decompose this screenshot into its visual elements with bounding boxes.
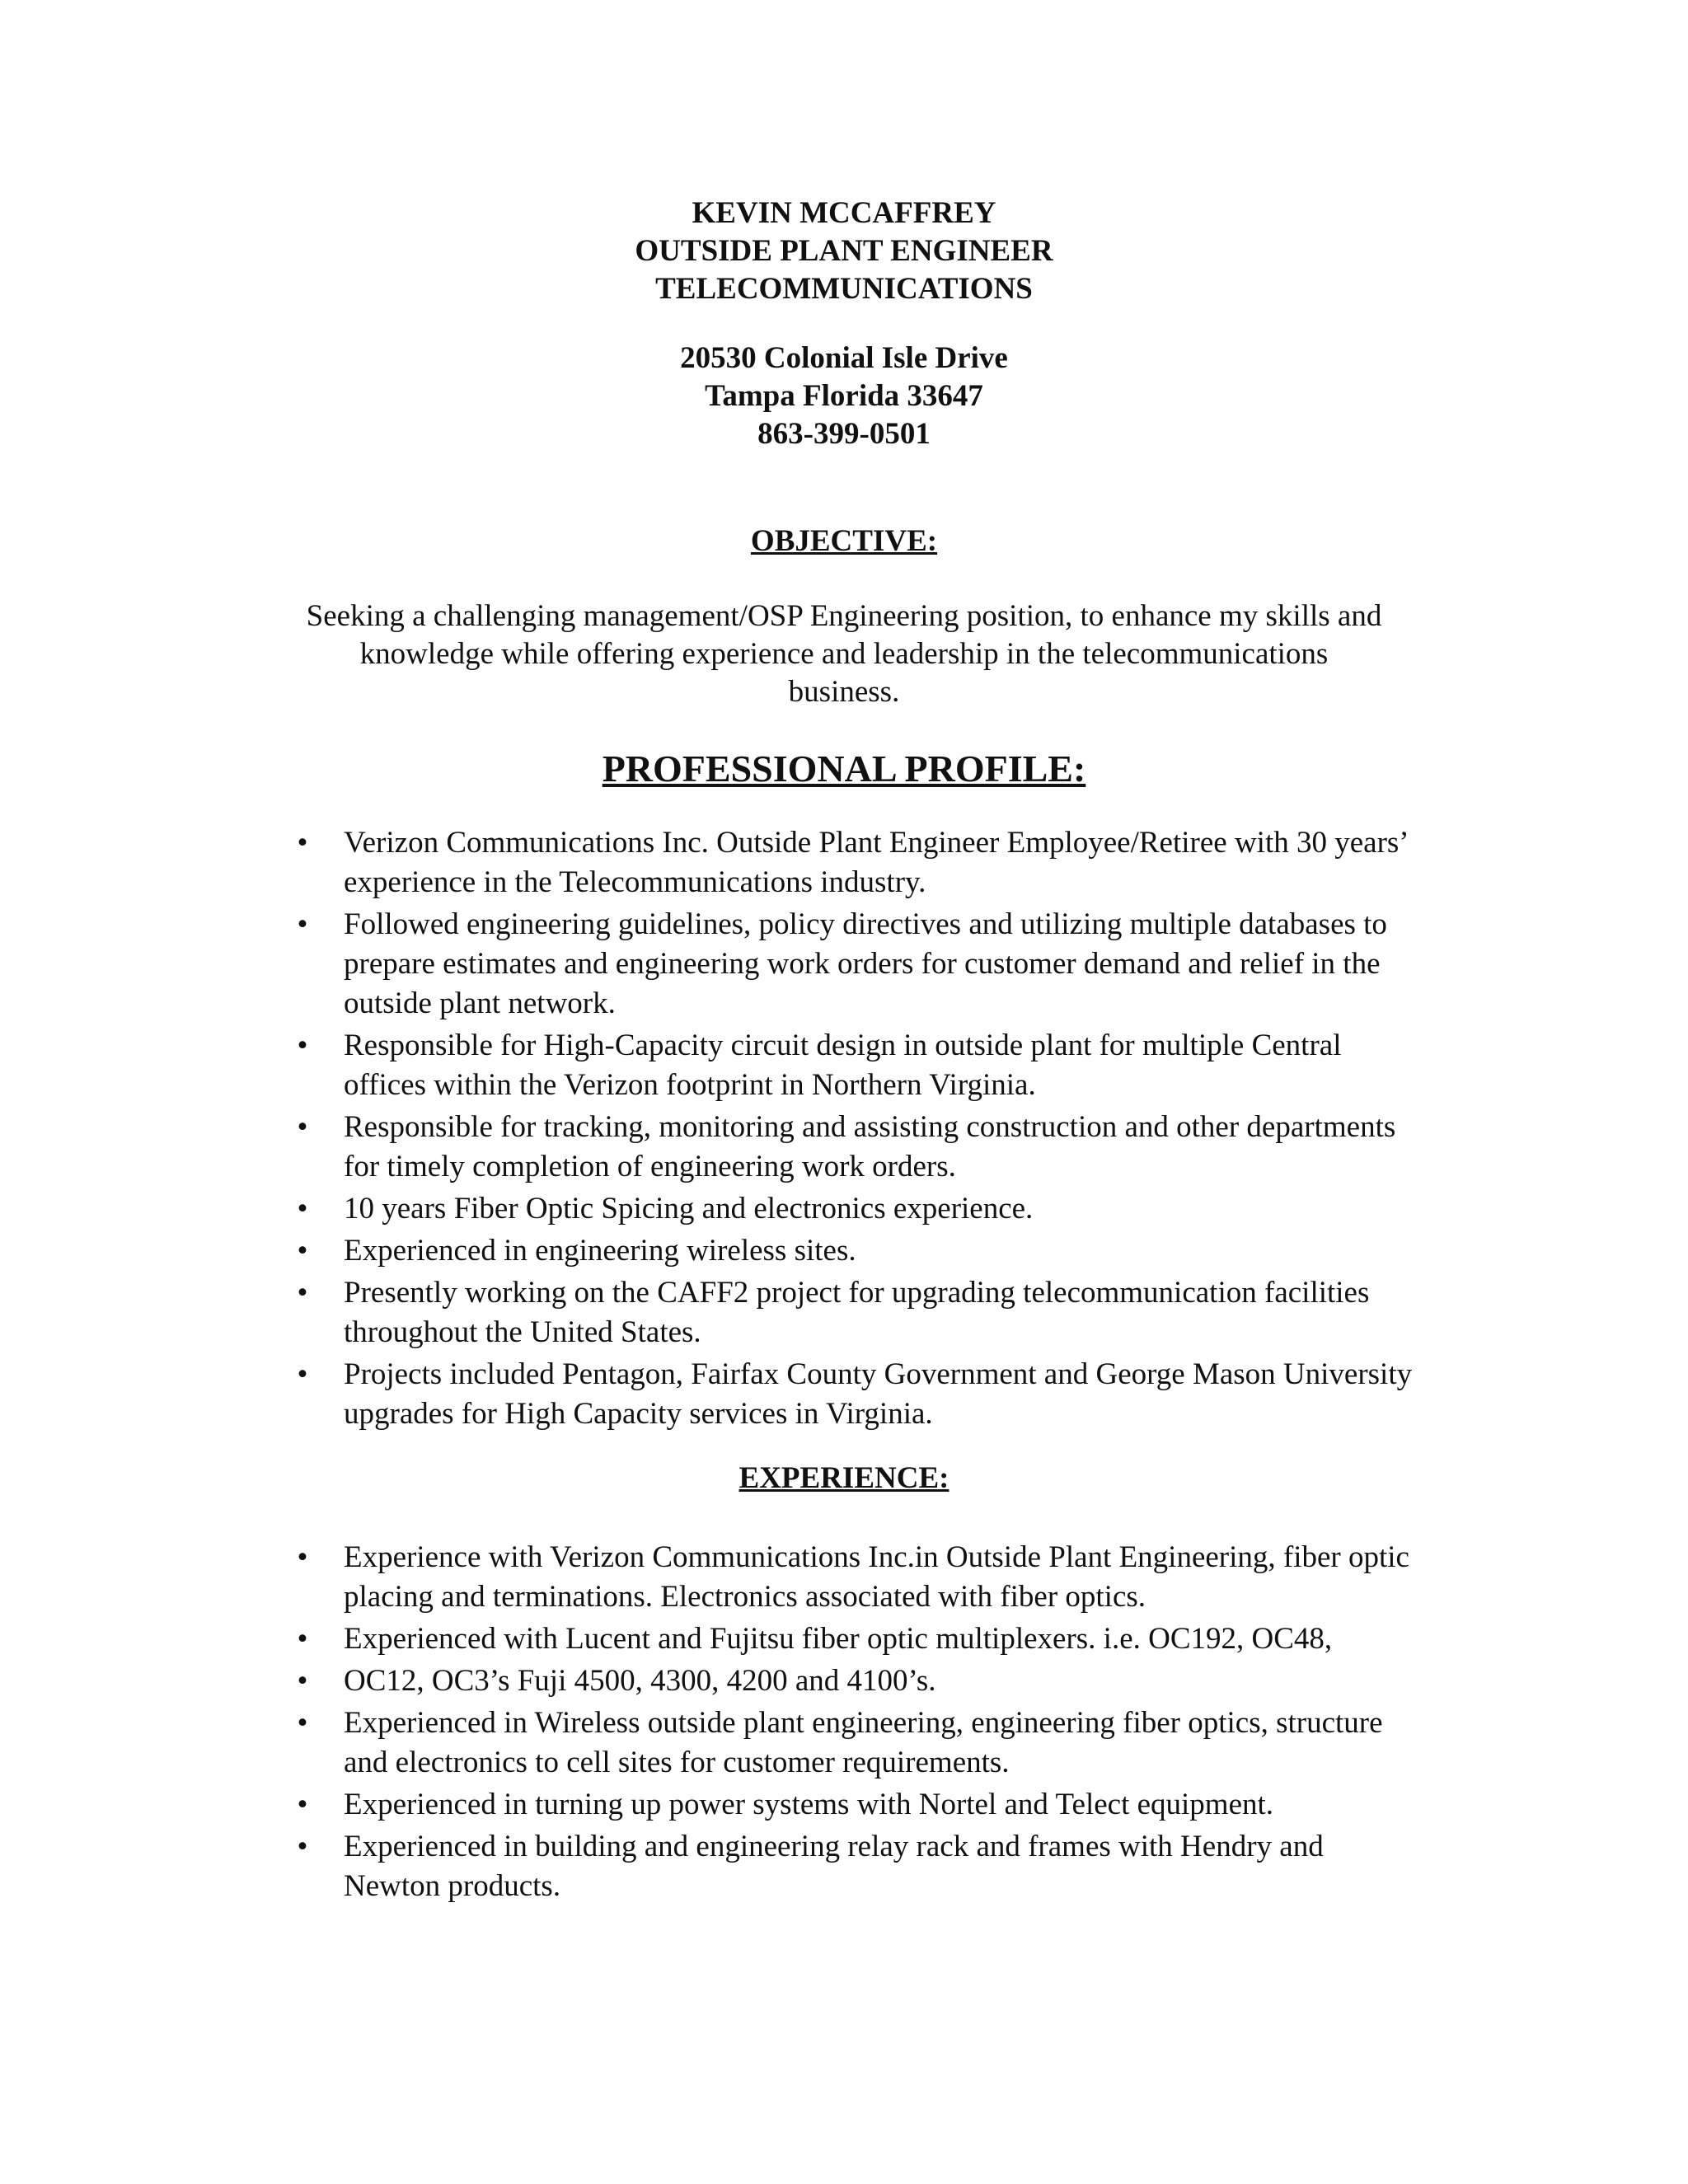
list-item-text: OC12, OC3’s Fuji 4500, 4300, 4200 and 4100’s. — [344, 1664, 936, 1698]
list-item-text: 10 years Fiber Optic Spicing and electronics experience. — [344, 1192, 1034, 1226]
objective-line: business. — [788, 675, 900, 709]
bullet-icon: • — [297, 1706, 308, 1740]
list-item — [290, 1619, 1428, 1659]
bullet-icon: • — [297, 1029, 308, 1062]
objective-line: Seeking a challenging management/OSP Engineering position, to enhance my skills and — [306, 599, 1382, 633]
list-item — [290, 1355, 1428, 1434]
list-item-text: Experienced with Lucent and Fujitsu fiber optic multiplexers. i.e. OC192, OC48, — [344, 1622, 1333, 1656]
objective-line: knowledge while offering experience and leadership in the telecommunications — [359, 637, 1329, 671]
list-item-text: Responsible for High-Capacity circuit design in outside plant for multiple Central offices within the Verizon footprint in Northern Virginia. — [344, 1029, 1342, 1102]
list-item — [290, 1538, 1428, 1617]
candidate-name: KEVIN MCCAFFREY — [692, 196, 996, 230]
bullet-icon: • — [297, 1276, 308, 1310]
professional-profile-heading: PROFESSIONAL PROFILE: — [602, 748, 1086, 790]
list-item-text: Experienced in Wireless outside plant engineering, engineering fiber optics, structure and electronics to cell sites for customer requirements. — [344, 1706, 1383, 1779]
list-item — [290, 1785, 1428, 1825]
resume-header — [0, 194, 1688, 308]
bullet-icon: • — [297, 1788, 308, 1821]
list-item-text: Verizon Communications Inc. Outside Plant Engineer Employee/Retiree with 30 years’ experience in the Telecommunications industry. — [344, 826, 1407, 899]
bullet-icon: • — [297, 1622, 308, 1656]
experience-list — [290, 1538, 1428, 1909]
list-item — [290, 905, 1428, 1024]
list-item — [290, 1827, 1428, 1906]
city-state-zip: Tampa Florida 33647 — [705, 379, 983, 413]
bullet-icon: • — [297, 1192, 308, 1226]
list-item-text: Experienced in turning up power systems with Nortel and Telect equipment. — [344, 1788, 1274, 1821]
list-item-text: Experienced in engineering wireless sites. — [344, 1234, 856, 1268]
experience-heading: EXPERIENCE: — [738, 1461, 950, 1495]
list-item-text: Presently working on the CAFF2 project for upgrading telecommunication facilities throughout the United States. — [344, 1276, 1370, 1349]
professional-profile-list — [290, 823, 1428, 1436]
list-item — [290, 1108, 1428, 1187]
list-item-text: Experienced in building and engineering relay rack and frames with Hendry and Newton products. — [344, 1830, 1324, 1903]
list-item — [290, 1273, 1428, 1352]
list-item — [290, 1661, 1428, 1701]
list-item — [290, 1231, 1428, 1271]
list-item — [290, 1704, 1428, 1783]
contact-block — [0, 340, 1688, 453]
candidate-field: TELECOMMUNICATIONS — [655, 272, 1033, 306]
list-item-text: Responsible for tracking, monitoring and assisting construction and other departments for timely completion of engineering work orders. — [344, 1110, 1396, 1183]
list-item — [290, 1189, 1428, 1229]
bullet-icon: • — [297, 1357, 308, 1391]
list-item-text: Experience with Verizon Communications Inc.in Outside Plant Engineering, fiber optic placing and terminations. Electronics associated with fiber optics. — [344, 1540, 1409, 1614]
list-item-text: Followed engineering guidelines, policy directives and utilizing multiple databases to prepare estimates and engineering work orders for customer demand and relief in the outside plant network. — [344, 907, 1387, 1020]
bullet-icon: • — [297, 907, 308, 941]
list-item — [290, 823, 1428, 902]
bullet-icon: • — [297, 1234, 308, 1268]
list-item — [290, 1026, 1428, 1105]
phone-number: 863-399-0501 — [757, 417, 931, 451]
list-item-text: Projects included Pentagon, Fairfax County Government and George Mason University upgrades for High Capacity services in Virginia. — [344, 1357, 1413, 1431]
bullet-icon: • — [297, 1664, 308, 1698]
bullet-icon: • — [297, 1540, 308, 1574]
street-address: 20530 Colonial Isle Drive — [680, 341, 1008, 375]
objective-text — [247, 598, 1441, 711]
bullet-icon: • — [297, 826, 308, 860]
objective-heading: OBJECTIVE: — [750, 524, 938, 558]
bullet-icon: • — [297, 1110, 308, 1144]
candidate-title: OUTSIDE PLANT ENGINEER — [635, 234, 1053, 268]
bullet-icon: • — [297, 1830, 308, 1863]
